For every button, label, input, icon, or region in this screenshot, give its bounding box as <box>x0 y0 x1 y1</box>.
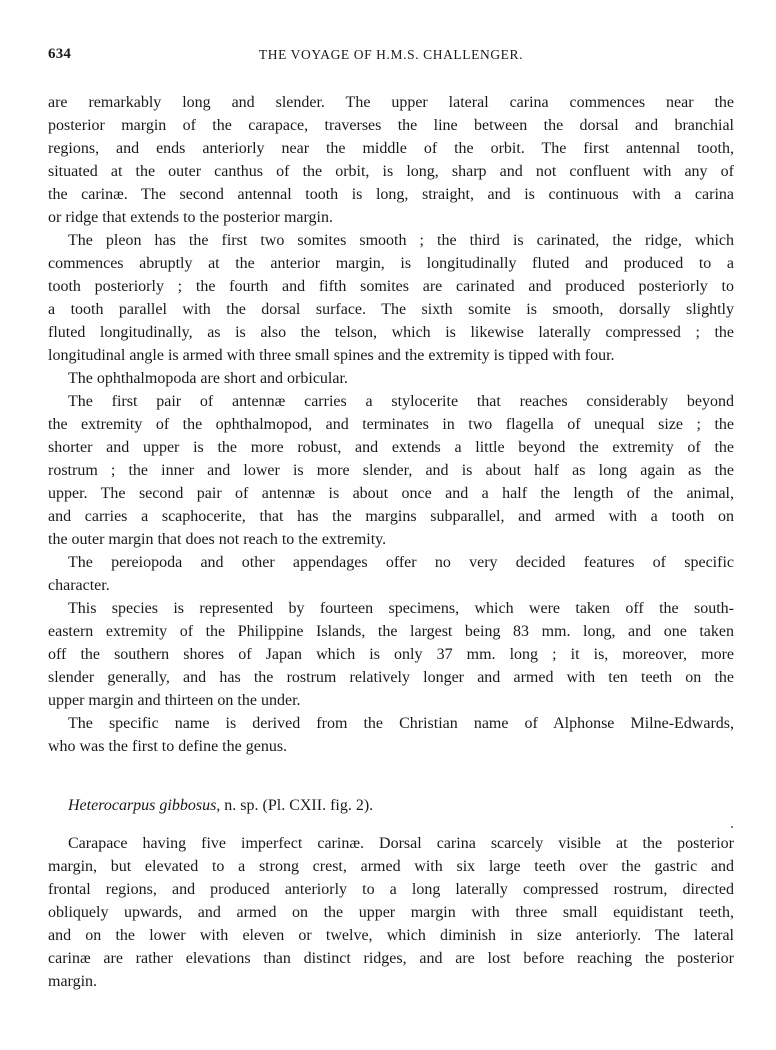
body-text-top <box>48 91 734 758</box>
text-line: The first pair of antennæ carries a stylocerite that reaches considerably beyond <box>68 393 734 410</box>
paragraph <box>48 229 734 367</box>
running-title: THE VOYAGE OF H.M.S. CHALLENGER. <box>258 47 524 62</box>
text-line: who was the first to define the genus. <box>48 738 288 755</box>
text-line: carinæ are rather elevations than distinct ridges, and are lost before reaching the posterior <box>48 950 734 967</box>
page-number: 634 <box>48 46 72 62</box>
text-line: the extremity of the ophthalmopod, and terminates in two flagella of unequal size ; the <box>48 416 734 433</box>
text-line: regions, and ends anteriorly near the middle of the orbit. The first antennal tooth, <box>48 140 734 157</box>
text-line: The specific name is derived from the Christian name of Alphonse Milne-Edwards, <box>68 715 734 732</box>
paragraph <box>48 597 734 712</box>
text-line: margin, but elevated to a strong crest, armed with six large teeth over the gastric and <box>48 858 734 875</box>
text-line: and on the lower with eleven or twelve, which diminish in size anteriorly. The lateral <box>48 927 734 944</box>
text-line: tooth posteriorly ; the fourth and fifth somites are carinated and produced posteriorly to <box>48 278 734 295</box>
text-line: slender generally, and has the rostrum relatively longer and armed with ten teeth on the <box>48 669 734 686</box>
text-line: off the southern shores of Japan which is only 37 mm. long ; it is, moreover, more <box>48 646 734 663</box>
text-line: the carinæ. The second antennal tooth is long, straight, and is continuous with a carina <box>48 186 734 203</box>
text-line: obliquely upwards, and armed on the upper margin with three small equidistant teeth, <box>48 904 734 921</box>
text-line: are remarkably long and slender. The upper lateral carina commences near the <box>48 94 734 111</box>
text-line: character. <box>48 577 110 594</box>
text-line: and carries a scaphocerite, that has the margins subparallel, and armed with a tooth on <box>48 508 734 525</box>
text-line: upper. The second pair of antennæ is about once and a half the length of the animal, <box>48 485 734 502</box>
paragraph <box>48 832 734 993</box>
species-heading <box>68 795 373 817</box>
paragraph <box>48 712 734 758</box>
text-line: This species is represented by fourteen specimens, which were taken off the south- <box>68 600 734 617</box>
text-line: The ophthalmopoda are short and orbicular. <box>68 370 348 387</box>
text-line: posterior margin of the carapace, traverses the line between the dorsal and branchial <box>48 117 734 134</box>
text-line: frontal regions, and produced anteriorly to a long laterally compressed rostrum, directed <box>48 881 734 898</box>
paragraph <box>48 390 734 551</box>
text-line: a tooth parallel with the dorsal surface. The sixth somite is smooth, dorsally slightly <box>48 301 734 318</box>
text-line: or ridge that extends to the posterior margin. <box>48 209 333 226</box>
body-text-bottom <box>48 832 734 993</box>
text-line: eastern extremity of the Philippine Islands, the largest being 83 mm. long, and one taken <box>48 623 734 640</box>
paragraph <box>48 551 734 597</box>
text-line: The pleon has the first two somites smooth ; the third is carinated, the ridge, which <box>68 232 734 249</box>
page-header <box>48 46 734 68</box>
text-line: The pereiopoda and other appendages offer no very decided features of specific <box>68 554 734 571</box>
text-line: commences abruptly at the anterior margin, is longitudinally fluted and produced to a <box>48 255 734 272</box>
paragraph <box>48 91 734 229</box>
text-line: fluted longitudinally, as is also the telson, which is likewise laterally compressed ; the <box>48 324 734 341</box>
text-line: longitudinal angle is armed with three small spines and the extremity is tipped with four. <box>48 347 615 364</box>
species-reference: , n. sp. (Pl. CXII. fig. 2). <box>216 797 374 814</box>
print-speck <box>731 826 733 828</box>
text-line: situated at the outer canthus of the orbit, is long, sharp and not confluent with any of <box>48 163 734 180</box>
paragraph <box>48 367 734 390</box>
text-line: shorter and upper is the more robust, and extends a little beyond the extremity of the <box>48 439 734 456</box>
text-line: rostrum ; the inner and lower is more slender, and is about half as long again as the <box>48 462 734 479</box>
text-line: the outer margin that does not reach to the extremity. <box>48 531 387 548</box>
text-line: upper margin and thirteen on the under. <box>48 692 301 709</box>
species-name: Heterocarpus gibbosus <box>68 797 217 814</box>
text-line: Carapace having five imperfect carinæ. Dorsal carina scarcely visible at the posterior <box>68 835 734 852</box>
text-line: margin. <box>48 973 98 990</box>
